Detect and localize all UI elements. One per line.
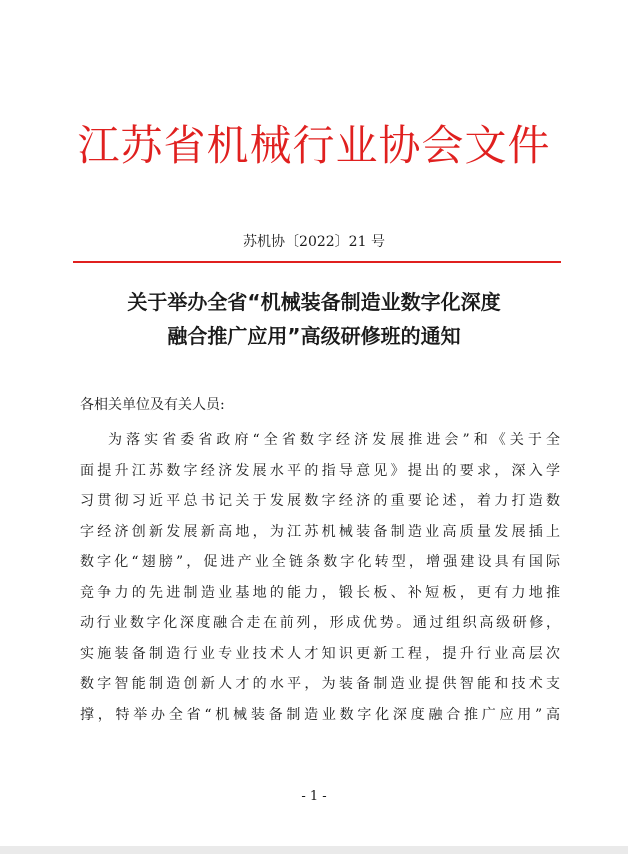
red-divider-rule xyxy=(73,261,561,263)
body-line: 数字智能制造创新人才的水平，为装备制造业提供智能和技术支 xyxy=(80,676,560,692)
body-paragraph xyxy=(80,425,560,730)
body-line: 动行业数字化深度融合走在前列，形成优势。通过组织高级研修， xyxy=(80,615,560,631)
body-line: 面提升江苏数字经济发展水平的指导意见》提出的要求，深入学 xyxy=(80,462,560,479)
page-bottom-edge xyxy=(0,846,628,854)
document-number: 苏机协〔2022〕21 号 xyxy=(243,234,385,250)
salutation: 各相关单位及有关人员: xyxy=(80,397,225,413)
body-line: 为落实省委省政府“全省数字经济发展推进会”和《关于全 xyxy=(108,432,560,448)
body-line: 竞争力的先进制造业基地的能力，锻长板、补短板，更有力地推 xyxy=(80,584,560,601)
document-title xyxy=(0,285,628,353)
page-number: - 1 - xyxy=(301,789,327,804)
body-line: 数字化“翅膀”，促进产业全链条数字化转型，增强建设具有国际 xyxy=(80,554,560,570)
body-line: 字经济创新发展新高地，为江苏机械装备制造业高质量发展插上 xyxy=(80,523,560,540)
title-line: 融合推广应用”高级研修班的通知 xyxy=(167,324,461,348)
body-line: 撑，特举办全省“机械装备制造业数字化深度融合推广应用”高 xyxy=(80,706,560,723)
body-line: 习贯彻习近平总书记关于发展数字经济的重要论述，着力打造数 xyxy=(80,493,560,509)
document-header: 江苏省机械行业协会文件 xyxy=(77,121,551,170)
title-line: 关于举办全省“机械装备制造业数字化深度 xyxy=(127,290,501,314)
body-line: 实施装备制造行业专业技术人才知识更新工程，提升行业高层次 xyxy=(80,645,560,662)
